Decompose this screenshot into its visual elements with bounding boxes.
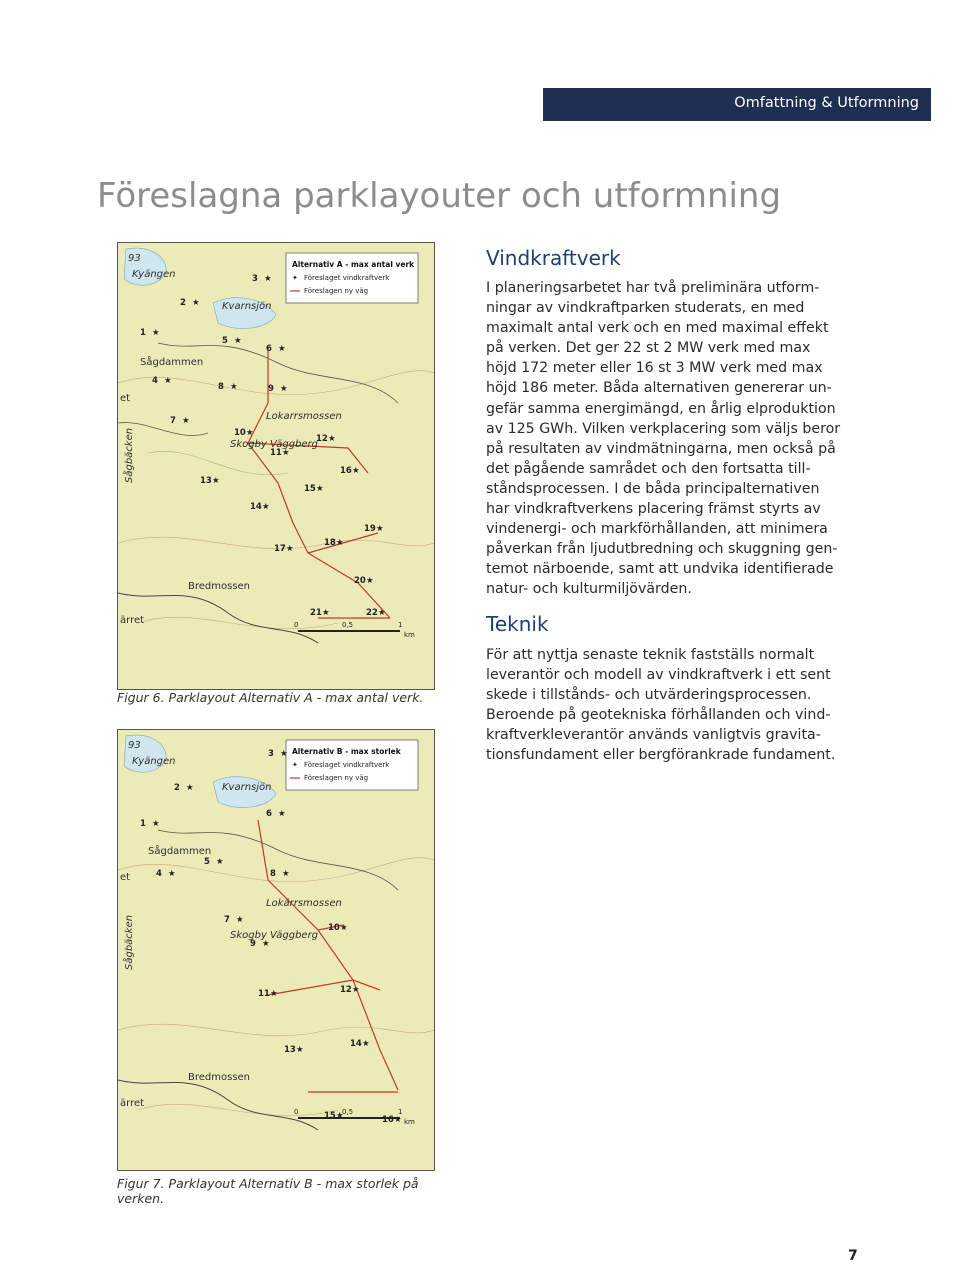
legend-b-road: Föreslagen ny väg — [304, 774, 369, 782]
text-line: på verken. Det ger 22 st 2 MW verk med max — [486, 340, 811, 357]
turbine-icon: ★ — [352, 985, 360, 995]
text-line: leverantör och modell av vindkraftverk i ett sent — [486, 667, 831, 684]
section-label: Omfattning & Utformning — [734, 95, 919, 111]
turbine-marker: 10 — [234, 428, 246, 438]
turbine-icon: ★ — [278, 809, 286, 819]
place-label: ärret — [120, 615, 145, 626]
turbine-marker: 12 — [316, 434, 328, 444]
scale-label: 0 — [294, 1108, 299, 1116]
turbine-marker: 9 — [268, 384, 274, 394]
text-line: temot närboende, samt att undvika identifierade — [486, 561, 834, 578]
legend-b-title: Alternativ B - max storlek — [292, 747, 401, 756]
text-line: på resultaten av vindmätningarna, men också på — [486, 440, 836, 457]
scale-label: 1 — [398, 1108, 403, 1116]
legend-b-turbine: Föreslaget vindkraftverk — [304, 761, 390, 769]
place-label: Skogby Väggberg — [230, 930, 319, 941]
map-alternative-b — [117, 729, 435, 1171]
turbine-marker: 14 — [350, 1039, 362, 1049]
turbine-icon: ★ — [280, 384, 288, 394]
turbine-icon: ★ — [322, 608, 330, 618]
legend-a-title: Alternativ A - max antal verk — [292, 260, 415, 269]
scale-label: 0,5 — [342, 1108, 354, 1116]
text-line: natur- och kulturmiljövärden. — [486, 581, 692, 598]
turbine-icon: ★ — [286, 544, 294, 554]
legend-turbine-icon: ✦ — [292, 761, 298, 769]
turbine-marker: 3 — [268, 749, 274, 759]
scale-label: 0 — [294, 621, 299, 629]
turbine-icon: ★ — [336, 538, 344, 548]
turbine-marker: 7 — [224, 915, 230, 925]
section-body-vindkraftverk — [486, 278, 866, 600]
turbine-icon: ★ — [336, 1111, 344, 1121]
place-label: ärret — [120, 1098, 145, 1109]
text-line: skede i tillstånds- och utvärderingsprocessen. — [486, 687, 812, 704]
figure-a-caption: Figur 6. Parklayout Alternativ A - max antal verk. — [117, 690, 424, 705]
page-number: 7 — [848, 1248, 858, 1264]
turbine-icon: ★ — [270, 989, 278, 999]
turbine-marker: 7 — [170, 416, 176, 426]
place-label: 93 — [128, 253, 141, 264]
section-heading-vindkraftverk: Vindkraftverk — [486, 246, 621, 270]
place-label: Lokärrsmossen — [266, 898, 342, 909]
turbine-icon: ★ — [212, 476, 220, 486]
turbine-icon: ★ — [362, 1039, 370, 1049]
turbine-marker: 16 — [340, 466, 352, 476]
map-alternative-a — [117, 242, 435, 690]
turbine-icon: ★ — [152, 819, 160, 829]
text-line: det pågående samrådet och den fortsatta till- — [486, 460, 811, 477]
turbine-icon: ★ — [192, 298, 200, 308]
place-label: Sågbäcken — [124, 914, 135, 970]
scale-label: 0,5 — [342, 621, 354, 629]
place-label: Kyängen — [132, 756, 176, 767]
turbine-icon: ★ — [352, 466, 360, 476]
turbine-marker: 1 — [140, 819, 146, 829]
place-label: et — [120, 393, 131, 404]
turbine-marker: 2 — [174, 783, 180, 793]
legend-a-turbine: Föreslaget vindkraftverk — [304, 274, 390, 282]
turbine-icon: ★ — [280, 749, 288, 759]
turbine-marker: 13 — [200, 476, 212, 486]
turbine-marker: 3 — [252, 274, 258, 284]
turbine-icon: ★ — [378, 608, 386, 618]
text-line: För att nyttja senaste teknik fastställs normalt — [486, 647, 815, 663]
place-label: Lokarrsmossen — [266, 411, 342, 422]
turbine-icon: ★ — [376, 524, 384, 534]
turbine-marker: 15 — [324, 1111, 336, 1121]
turbine-marker: 6 — [266, 809, 272, 819]
turbine-marker: 17 — [274, 544, 286, 554]
turbine-icon: ★ — [282, 448, 290, 458]
text-line: tionsfundament eller bergförankrade fundament. — [486, 747, 836, 764]
turbine-marker: 9 — [250, 939, 256, 949]
scale-label: km — [404, 1118, 415, 1126]
text-line: I planeringsarbetet har två preliminära utform- — [486, 280, 820, 296]
text-line: gefär samma energimängd, en årlig elproduktion — [486, 400, 836, 417]
place-label: Kvarnsjön — [222, 301, 272, 312]
figure-b-caption: Figur 7. Parklayout Alternativ B - max storlek på verken. — [117, 1176, 419, 1206]
turbine-marker: 10 — [328, 923, 340, 933]
text-line: kraftverkleverantör används vanligtvis gravita- — [486, 727, 821, 744]
place-label: et — [120, 872, 131, 883]
turbine-icon: ★ — [366, 576, 374, 586]
turbine-icon: ★ — [296, 1045, 304, 1055]
turbine-marker: 11 — [258, 989, 270, 999]
turbine-marker: 19 — [364, 524, 376, 534]
place-label: 93 — [128, 740, 141, 751]
text-line: vindenergi- och markförhållanden, att minimera — [486, 521, 828, 538]
place-label: Bredmossen — [188, 581, 251, 592]
turbine-marker: 13 — [284, 1045, 296, 1055]
turbine-marker: 4 — [156, 869, 162, 879]
section-header-band — [543, 88, 931, 121]
turbine-marker: 5 — [222, 336, 228, 346]
turbine-icon: ★ — [168, 869, 176, 879]
turbine-icon: ★ — [164, 376, 172, 386]
place-label: Sågdammen — [140, 357, 204, 368]
turbine-icon: ★ — [152, 328, 160, 338]
place-label: Bredmossen — [188, 1072, 251, 1083]
turbine-marker: 5 — [204, 857, 210, 867]
turbine-icon: ★ — [262, 939, 270, 949]
place-label: Skogby Väggberg — [230, 439, 319, 450]
turbine-icon: ★ — [328, 434, 336, 444]
turbine-icon: ★ — [182, 416, 190, 426]
turbine-marker: 1 — [140, 328, 146, 338]
turbine-icon: ★ — [230, 382, 238, 392]
turbine-icon: ★ — [216, 857, 224, 867]
turbine-marker: 8 — [218, 382, 224, 392]
turbine-icon: ★ — [340, 923, 348, 933]
text-line: ningar av vindkraftparken studerats, en med — [486, 300, 805, 317]
turbine-icon: ★ — [262, 502, 270, 512]
map-a-graphic — [118, 243, 434, 689]
turbine-marker: 4 — [152, 376, 158, 386]
turbine-marker: 18 — [324, 538, 336, 548]
turbine-marker: 6 — [266, 344, 272, 354]
section-body-teknik — [486, 645, 866, 766]
legend-a-road: Föreslagen ny väg — [304, 287, 369, 295]
map-b-graphic — [118, 730, 434, 1170]
text-line: ståndsprocessen. I de båda principalternativen — [486, 480, 820, 497]
turbine-icon: ★ — [236, 915, 244, 925]
turbine-marker: 2 — [180, 298, 186, 308]
legend-turbine-icon: ✦ — [292, 274, 298, 282]
turbine-marker: 16 — [382, 1115, 394, 1125]
turbine-icon: ★ — [264, 274, 272, 284]
turbine-icon: ★ — [278, 344, 286, 354]
page-title: Föreslagna parklayouter och utformning — [97, 176, 782, 216]
turbine-icon: ★ — [316, 484, 324, 494]
turbine-icon: ★ — [234, 336, 242, 346]
turbine-marker: 8 — [270, 869, 276, 879]
turbine-marker: 14 — [250, 502, 262, 512]
place-label: Kvarnsjön — [222, 782, 272, 793]
place-label: Sågdammen — [148, 846, 212, 857]
text-line: påverkan från ljudutbredning och skuggning gen- — [486, 541, 838, 558]
turbine-marker: 22 — [366, 608, 378, 618]
text-line: har vindkraftverkens placering främst styrts av — [486, 501, 821, 518]
turbine-icon: ★ — [282, 869, 290, 879]
place-label: Kyängen — [132, 269, 176, 280]
text-line: Beroende på geotekniska förhållanden och vind- — [486, 707, 831, 724]
turbine-marker: 11 — [270, 448, 282, 458]
turbine-marker: 12 — [340, 985, 352, 995]
turbine-marker: 21 — [310, 608, 322, 618]
turbine-icon: ★ — [186, 783, 194, 793]
turbine-marker: 15 — [304, 484, 316, 494]
place-label: Sågbäcken — [124, 427, 135, 483]
text-line: av 125 GWh. Vilken verkplacering som väljs beror — [486, 420, 841, 437]
text-line: höjd 172 meter eller 16 st 3 MW verk med max — [486, 360, 823, 377]
text-line: höjd 186 meter. Båda alternativen genererar un- — [486, 380, 832, 397]
text-line: maximalt antal verk och en med maximal effekt — [486, 320, 829, 337]
turbine-icon: ★ — [394, 1115, 402, 1125]
turbine-icon: ★ — [246, 428, 254, 438]
section-heading-teknik: Teknik — [486, 612, 549, 636]
scale-label: 1 — [398, 621, 403, 629]
scale-label: km — [404, 631, 415, 639]
turbine-marker: 20 — [354, 576, 366, 586]
